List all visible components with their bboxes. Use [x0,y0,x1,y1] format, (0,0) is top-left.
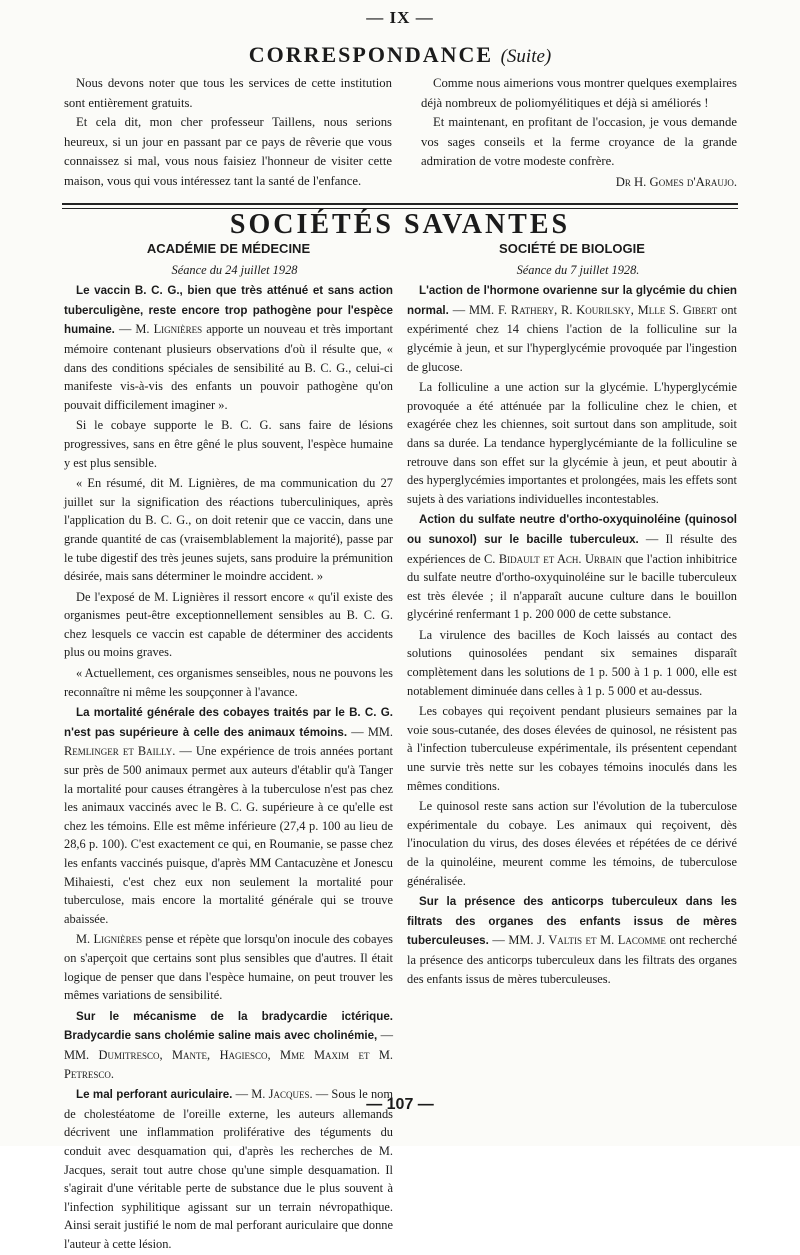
paragraph: La folliculine a une action sur la glycémie. L'hyperglycémie provoquée a été atténuée par la folliculine chez le chien, et exagérée chez les chiennes, soit surtout dans son amplitude, soit dans sa durée. La tendance hyperglycémiante de la folliculine se retrouve dans son effet sur la glycémie à jeun, et peut aboutir à des hyperglycémies importantes et prolongées, mais les effets sont sujets à des variations individuelles incontestables. [407,380,737,506]
biologie-heading: SOCIÉTÉ DE BIOLOGIE [499,241,645,256]
paragraph: Et maintenant, en profitant de l'occasion, je vous demande vos sages conseils et la ferme croyance de la grande admiration de votre modeste confrère. [421,115,737,168]
article-heading: Sur le mécanisme de la bradycardie ictérique. Bradycardie sans cholémie saline mais avec cholinémie, [64,1009,393,1043]
paragraph: Et cela dit, mon cher professeur Taillens, nous serions heureux, si un jour en passant par ce pays de rêverie que vous connaissez si mal, vous nous faisiez l'honneur de visiter cette maison, vous qui vous intéressez tant la santé de l'enfance. [64,115,392,188]
article-anticorps [407,892,737,988]
paragraph: Nous devons noter que tous les services de cette institution sont entièrement gratuits. [64,76,392,110]
paragraph [64,930,393,1004]
article-text: apporte un nouveau et très important mémoire contenant plusieurs observations d'où il résulte que, « dans des conditions spéciales de sensibilité au B. C. G., celui-ci manifeste vis-à-vis des enfants un pouvoir pathogène qu'on pouvait difficilement imaginer ». [64,322,393,412]
paragraph: La virulence des bacilles de Koch laissés au contact des solutions quinosolées pendant six semaines disparaît complètement dans les solutions de 1 p. 500 à 1 p. 1 000, elle est notablement diminuée dans celles à 1 p. 5 000 et au-dessus. [407,627,737,698]
paragraph: « En résumé, dit M. Lignières, de ma communication du 27 juillet sur la signification des réactions tuberculiniques, après l'application du B. C. G., on doit retenir que ce vaccin, dans une grande quantité de cas (vraisemblablement la majorité), passe par le tube digestif des très jeunes sujets, sans produire la prémunition désirée, mais sans déterminer le moindre accident. » [64,476,393,584]
article-hormone-ovarienne [407,281,737,376]
academie-heading: ACADÉMIE DE MÉDECINE [146,241,311,256]
correspondance-suite: (Suite) [500,46,552,67]
paragraph: « Actuellement, ces organismes senseibles, nous ne pouvons les reconnaître ni même les soupçonner à l'avance. [64,666,393,699]
article-text: ont recherché la présence des anticorps tuberculeux dans les filtrats des organes des enfants issus de mères tuberculeuses. [407,933,738,986]
author: M. Lignières [76,932,143,947]
roman-page-number: — IX — [366,8,434,27]
dash: — MM. [347,724,394,739]
right-column [407,240,737,990]
correspondance-right-column [421,74,737,192]
biologie-seance: Séance du 7 juillet 1928. [516,262,640,277]
article-heading: L'action de l'hormone ovarienne sur la glycémie du chien normal. [407,284,737,317]
article-heading: Le mal perforant auriculaire. [76,1088,233,1102]
article-heading: Sur la présence des anticorps tuberculeux dans les filtrats des organes des enfants issus de mères tuberculeuses. [407,895,737,948]
academie-seance: Séance du 24 juillet 1928 [171,262,298,277]
author: C. Bidault et Ach. Urbain [484,551,622,566]
paragraph: De l'exposé de M. Lignières il ressort encore « qu'il existe des organismes peut-être exceptionnellement sensibles au B. C. G. chez lesquels ce vaccin est capable de déterminer des accidents plus ou moins graves. [64,589,393,660]
correspondance-title-text: CORRESPONDANCE [248,42,494,67]
article-text: . — Sous le nom de cholestéatome de l'oreille externe, les auteurs allemands décrivent une inflammation proliférative des téguments du conduit avec desquamation qui, d'après les recherches de M. Jacques, serait tout autre chose qu'une simple desquamation. Il s'agirait d'une véritable perte de substance due le plus souvent à l'infection syphilitique agissant sur un terrain névropathique. Ainsi serait justifié le nom de mal perforant auriculaire que donne l'auteur à cette lésion. [64,1087,393,1251]
dash: — M. [232,1087,269,1102]
article-vaccin-bcg [64,281,393,414]
article-text: . — Une expérience de trois années portant sur près de 500 animaux permet aux auteurs d'établir qu'à Tanger la mortalité pour causes étrangères à la tuberculose n'est pas chez les animaux vaccinés avec le B. C. G. supérieure à ce qu'elle est chez les témoins. Elle est même inférieure (27,4 p. 100 au lieu de 28,6 p. 100). C'est exactement ce qui, en Roumanie, se passe chez les enfants vaccinés puisque, d'après MM Cantacuzène et Jonescu Mihaiesti, c'est chez eux non seulement la mortalité pour tuberculose, mais encore la mortalité générale qui se trouve abaissée. [64,744,393,926]
article-quinosol [407,510,737,624]
paragraph: Le quinosol reste sans action sur l'évolution de la tuberculose expérimentale du cobaye. Les animaux qui reçoivent, dès l'inoculation du virus, des doses élevées et répétées de ce dérivé de la quinoléine, meurent comme les témoins, de tuberculose généralisée. [407,799,737,888]
article-heading: Action du sulfate neutre d'ortho-oxyquinoléine (quinosol ou sunoxol) sur le bacille tuberculeux. [407,513,737,546]
author: Remlinger et Bailly [64,744,173,759]
paragraph: Les cobayes qui reçoivent pendant plusieurs semaines par la voie sous-cutanée, des doses élevées de quinosol, ne résistent pas à l'infection tuberculeuse expérimentale, ils présentent cependant une survie très nette sur les cobayes témoins inoculés dans les mêmes conditions. [407,704,737,793]
dash: — MM. [488,933,538,948]
article-heading: La mortalité générale des cobayes traités par le B. C. G. n'est pas supérieure à celle des animaux témoins. [64,706,393,739]
dash: — M. [114,322,154,337]
correspondance-left-column [64,74,392,191]
author: Jacques [268,1087,310,1102]
societes-savantes-title: SOCIÉTÉS SAVANTES [229,209,571,240]
paragraph: Comme nous aimerions vous montrer quelques exemplaires déjà nombreux de poliomyélitiques et déjà si améliorés ! [421,76,737,110]
author: — MM. F. Rathery, R. Kourilsky, Mlle S. Gibert [448,302,718,317]
author: J. Valtis et M. Lacomme [537,933,666,948]
page-number: — 107 — [366,1096,434,1113]
author: — MM. Dumitresco, Mante, Hagiesco, Mme Maxim et M. Petresco. [64,1028,393,1081]
article-mortalite [64,703,393,928]
author: Lignières [153,322,203,337]
article-heading: Le vaccin B. C. G., bien que très atténué et sans action tuberculigène, reste encore trop pathogène pour l'espèce humaine. [64,284,393,337]
article-text: ont expérimenté chez 14 chiens l'action de la folliculine sur la glycémie à jeun, et sur l'hyperglycémie provoquée par l'ingestion de glucose. [407,302,738,374]
correspondance-title [0,42,800,68]
article-bradycardie [64,1007,393,1083]
article-text: — Il résulte des expériences de [407,531,737,566]
paragraph: Si le cobaye supporte le B. C. G. sans faire de lésions progressives, sans en être gêné le plus souvent, l'espèce humaine y est plus sensible. [64,418,393,470]
paragraph-text: pense et répète que lorsqu'on inocule des cobayes on s'aperçoit que certains sont plus sensibles que d'autres. Il était logique de penser que dans l'espèce humaine, on peut trouver les mêmes variations de sensibilité. [64,932,393,1003]
article-text: que l'action inhibitrice du sulfate neutre d'ortho-oxyquinoléine sur le bacille tuberculeux est très élevée ; il n'apparaît aucune culture dans le bouillon glycériné renfermant 1 p. 200 000 de cette substance. [407,551,737,622]
signature: Dr H. Gomes d'Araujo. [615,174,737,189]
